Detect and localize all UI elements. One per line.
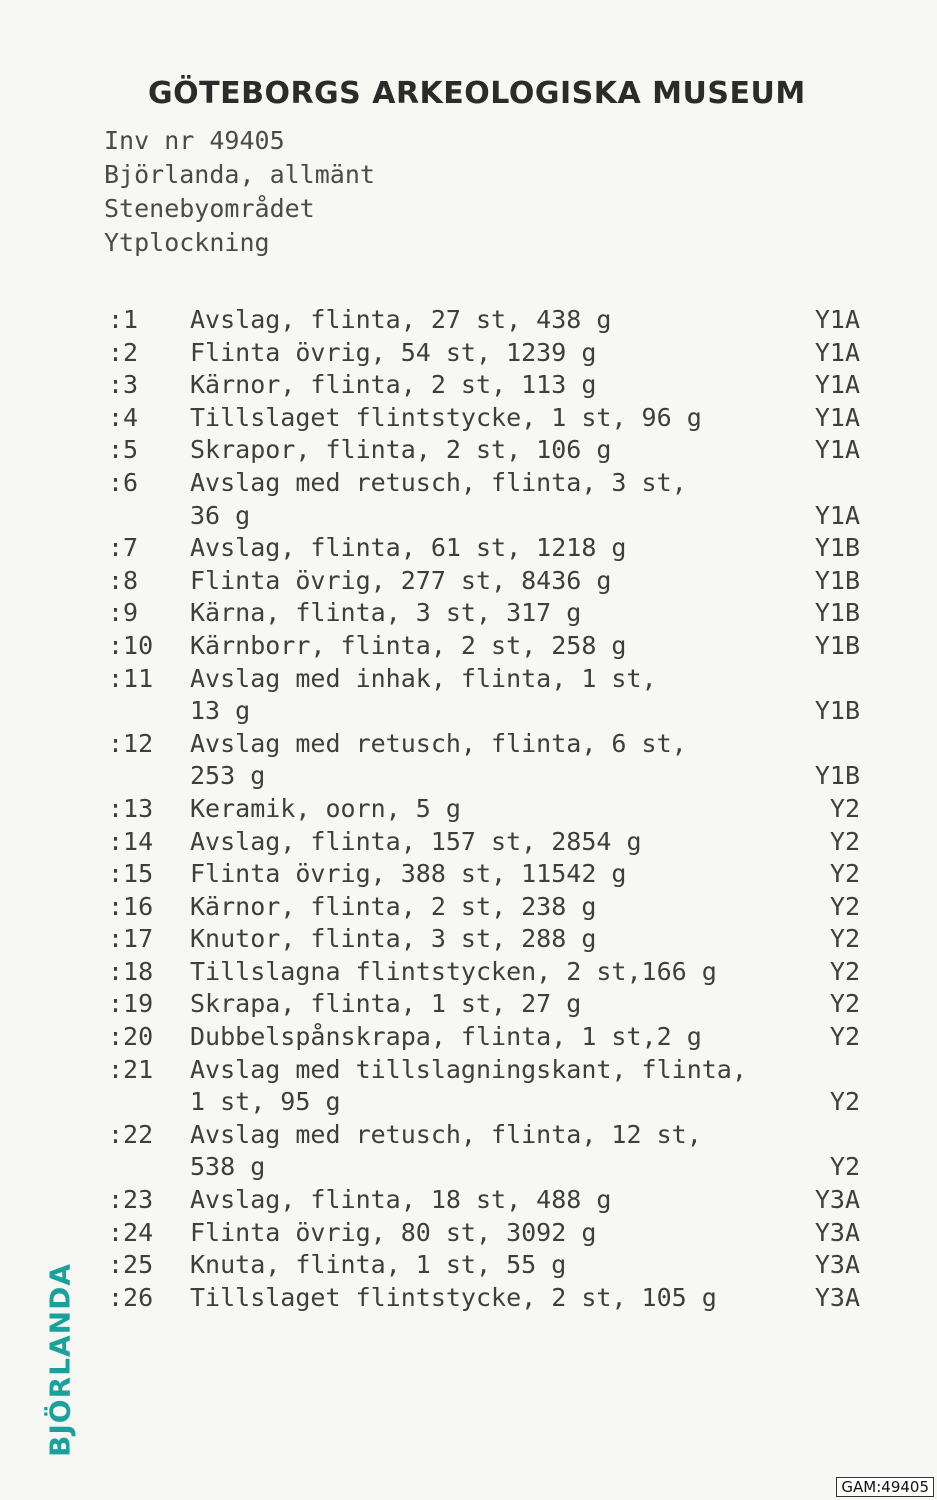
list-item <box>108 467 868 532</box>
list-item <box>108 1021 868 1054</box>
list-item <box>108 1217 868 1250</box>
entry-description: Tillslaget flintstycke, 1 st, 96 g <box>190 402 702 432</box>
entry-line <box>108 858 868 891</box>
entry-line <box>108 923 868 956</box>
entry-code: Y1A <box>814 402 860 432</box>
entry-number: :21 <box>108 1054 154 1084</box>
entry-line <box>108 1086 868 1119</box>
entry-code: Y1A <box>814 337 860 367</box>
entry-code: Y2 <box>829 924 860 954</box>
entry-description: 253 g <box>190 761 266 791</box>
list-item <box>108 858 868 891</box>
entry-number: :7 <box>108 533 139 563</box>
entry-code: Y1B <box>814 533 860 563</box>
list-item <box>108 663 868 728</box>
entry-description: Flinta övrig, 80 st, 3092 g <box>190 1217 597 1247</box>
list-item <box>108 304 868 337</box>
entry-line <box>108 1217 868 1250</box>
entry-list <box>108 304 868 1314</box>
entry-code: Y2 <box>829 1087 860 1117</box>
entry-code: Y2 <box>829 956 860 986</box>
entry-code: Y2 <box>829 859 860 889</box>
entry-description: Tillslagna flintstycken, 2 st,166 g <box>190 956 717 986</box>
entry-number: :18 <box>108 956 154 986</box>
entry-code: Y2 <box>829 891 860 921</box>
entry-number: :17 <box>108 924 154 954</box>
entry-line <box>108 434 868 467</box>
entry-description: Avslag med retusch, flinta, 3 st, <box>190 467 687 497</box>
entry-code: Y2 <box>829 1152 860 1182</box>
entry-line <box>108 988 868 1021</box>
entry-line <box>108 1282 868 1315</box>
entry-description: Knutor, flinta, 3 st, 288 g <box>190 924 597 954</box>
catalog-id-tag: GAM:49405 <box>836 1477 934 1497</box>
entry-number: :2 <box>108 337 139 367</box>
list-item <box>108 402 868 435</box>
entry-number: :5 <box>108 435 139 465</box>
entry-line <box>108 630 868 663</box>
entry-description: Kärna, flinta, 3 st, 317 g <box>190 598 582 628</box>
entry-code: Y2 <box>829 1022 860 1052</box>
list-item <box>108 988 868 1021</box>
list-item <box>108 565 868 598</box>
entry-description: Avslag med inhak, flinta, 1 st, <box>190 663 657 693</box>
entry-code: Y2 <box>829 793 860 823</box>
entry-description: Avslag med tillslagningskant, flinta, <box>190 1054 747 1084</box>
entry-line <box>108 760 868 793</box>
entry-code: Y2 <box>829 826 860 856</box>
entry-code: Y3A <box>814 1282 860 1312</box>
entry-line <box>108 1184 868 1217</box>
entry-line <box>108 597 868 630</box>
entry-number: :19 <box>108 989 154 1019</box>
entry-description: Skrapor, flinta, 2 st, 106 g <box>190 435 612 465</box>
entry-number: :26 <box>108 1282 154 1312</box>
entry-line <box>108 565 868 598</box>
entry-description: Avslag, flinta, 27 st, 438 g <box>190 305 612 334</box>
entry-line <box>108 1054 868 1087</box>
list-item <box>108 1119 868 1184</box>
entry-number: :22 <box>108 1119 154 1149</box>
entry-line <box>108 1249 868 1282</box>
entry-line <box>108 532 868 565</box>
entry-line <box>108 956 868 989</box>
entry-description: Flinta övrig, 388 st, 11542 g <box>190 859 627 889</box>
list-item <box>108 1249 868 1282</box>
entry-number: :25 <box>108 1250 154 1280</box>
entry-number: :10 <box>108 630 154 660</box>
entry-number: :11 <box>108 663 154 693</box>
entry-line <box>108 826 868 859</box>
entry-number: :3 <box>108 370 139 400</box>
list-item <box>108 923 868 956</box>
entry-description: Avslag, flinta, 61 st, 1218 g <box>190 533 627 563</box>
entry-line <box>108 369 868 402</box>
list-item <box>108 532 868 565</box>
entry-description: 36 g <box>190 500 251 530</box>
entry-line <box>108 695 868 728</box>
entry-number: :12 <box>108 728 154 758</box>
entry-number: :9 <box>108 598 139 628</box>
museum-title: GÖTEBORGS ARKEOLOGISKA MUSEUM <box>148 76 806 111</box>
entry-description: Keramik, oorn, 5 g <box>190 793 461 823</box>
entry-description: Dubbelspånskrapa, flinta, 1 st,2 g <box>190 1022 702 1052</box>
list-item <box>108 630 868 663</box>
entry-code: Y1A <box>814 500 860 530</box>
entry-code: Y3A <box>814 1185 860 1215</box>
entry-code: Y3A <box>814 1217 860 1247</box>
entry-description: Kärnborr, flinta, 2 st, 258 g <box>190 630 627 660</box>
entry-description: Avslag, flinta, 157 st, 2854 g <box>190 826 642 856</box>
entry-code: Y1B <box>814 565 860 595</box>
entry-line <box>108 1021 868 1054</box>
entry-code: Y1A <box>814 435 860 465</box>
entry-line <box>108 663 868 696</box>
collection-method: Ytplockning <box>104 228 270 257</box>
list-item <box>108 1054 868 1119</box>
entry-code: Y1A <box>814 305 860 334</box>
entry-number: :24 <box>108 1217 154 1247</box>
entry-description: Kärnor, flinta, 2 st, 113 g <box>190 370 597 400</box>
side-label <box>38 1265 82 1455</box>
inventory-number: Inv nr 49405 <box>104 126 285 155</box>
list-item <box>108 728 868 793</box>
entry-code: Y3A <box>814 1250 860 1280</box>
entry-line <box>108 1151 868 1184</box>
entry-description: Knuta, flinta, 1 st, 55 g <box>190 1250 567 1280</box>
entry-code: Y1B <box>814 598 860 628</box>
entry-description: 13 g <box>190 696 251 726</box>
list-item <box>108 891 868 924</box>
entry-line <box>108 500 868 533</box>
entry-code: Y1B <box>814 630 860 660</box>
list-item <box>108 369 868 402</box>
entry-description: Avslag, flinta, 18 st, 488 g <box>190 1185 612 1215</box>
entry-description: 1 st, 95 g <box>190 1087 341 1117</box>
entry-line <box>108 793 868 826</box>
list-item <box>108 826 868 859</box>
entry-description: Avslag med retusch, flinta, 6 st, <box>190 728 687 758</box>
entry-number: :23 <box>108 1185 154 1215</box>
list-item <box>108 956 868 989</box>
entry-line <box>108 467 868 500</box>
entry-code: Y1B <box>814 696 860 726</box>
list-item <box>108 793 868 826</box>
entry-number: :20 <box>108 1022 154 1052</box>
entry-number: :15 <box>108 859 154 889</box>
entry-number: :14 <box>108 826 154 856</box>
entry-description: Skrapa, flinta, 1 st, 27 g <box>190 989 582 1019</box>
list-item <box>108 434 868 467</box>
site-name: Björlanda, allmänt <box>104 160 375 189</box>
list-item <box>108 337 868 370</box>
entry-line <box>108 891 868 924</box>
area-name: Stenebyområdet <box>104 194 315 223</box>
entry-number: :4 <box>108 402 139 432</box>
entry-description: Flinta övrig, 277 st, 8436 g <box>190 565 612 595</box>
entry-number: :8 <box>108 565 139 595</box>
entry-description: Avslag med retusch, flinta, 12 st, <box>190 1119 702 1149</box>
entry-number: :6 <box>108 467 139 497</box>
entry-line <box>108 728 868 761</box>
entry-description: Tillslaget flintstycke, 2 st, 105 g <box>190 1282 717 1312</box>
list-item <box>108 1282 868 1315</box>
entry-number: :13 <box>108 793 154 823</box>
card-header <box>104 124 375 260</box>
entry-code: Y1A <box>814 370 860 400</box>
entry-code: Y2 <box>829 989 860 1019</box>
entry-description: Flinta övrig, 54 st, 1239 g <box>190 337 597 367</box>
entry-description: Kärnor, flinta, 2 st, 238 g <box>190 891 597 921</box>
entry-description: 538 g <box>190 1152 266 1182</box>
entry-line <box>108 1119 868 1152</box>
side-label-text: BJÖRLANDA <box>43 1263 77 1457</box>
list-item <box>108 1184 868 1217</box>
list-item <box>108 597 868 630</box>
entry-line <box>108 402 868 435</box>
entry-number: :1 <box>108 305 139 334</box>
entry-line <box>108 337 868 370</box>
entry-number: :16 <box>108 891 154 921</box>
entry-line <box>108 304 868 337</box>
entry-code: Y1B <box>814 761 860 791</box>
